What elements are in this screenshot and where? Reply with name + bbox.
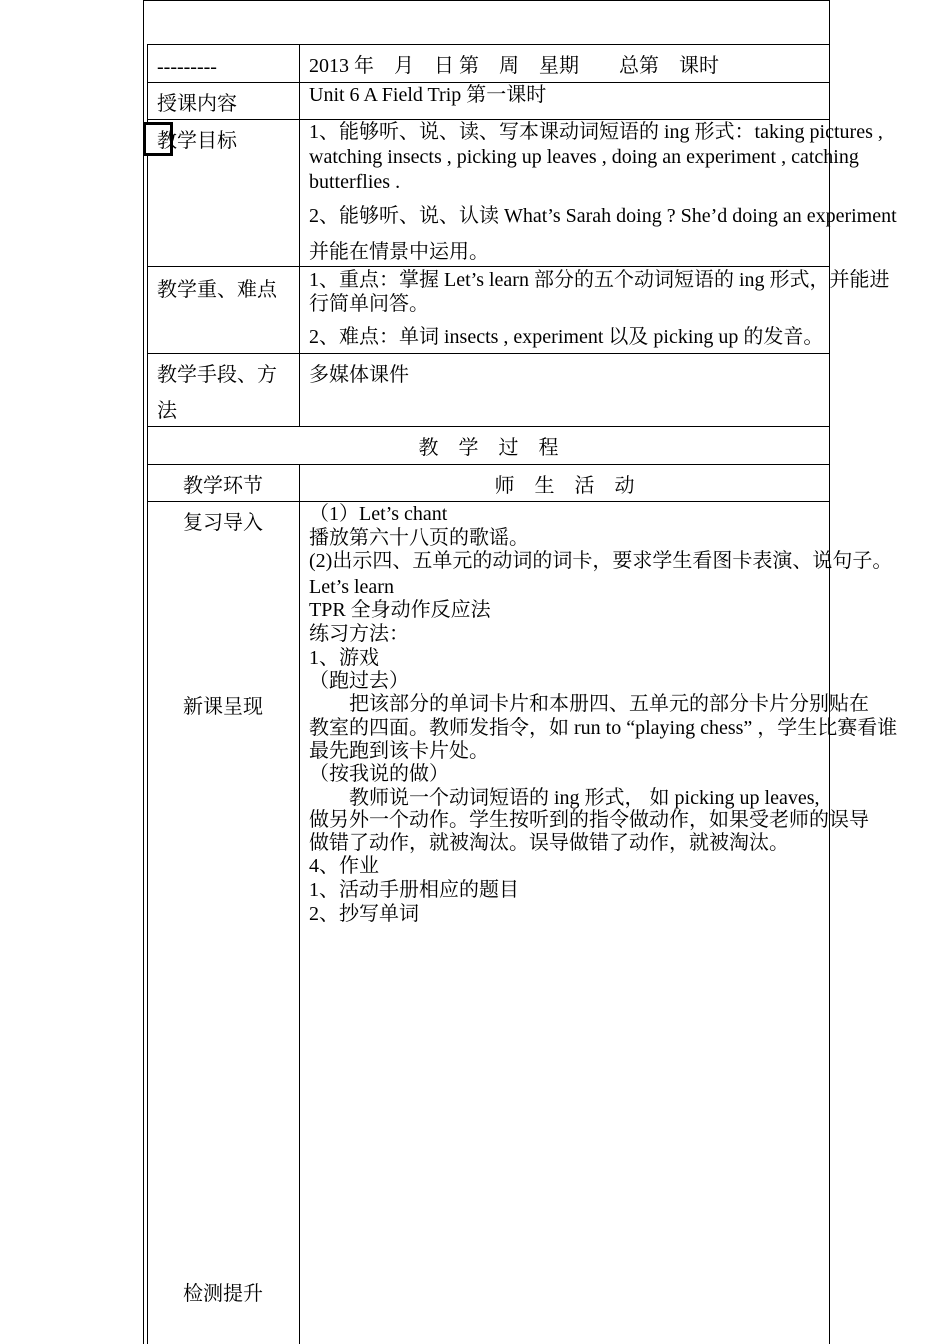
- activity-column-header: 师 生 活 动: [494, 475, 635, 497]
- activity-line: （按我说的做）: [309, 763, 449, 785]
- row-label-key-points: 教学重、难点: [157, 279, 277, 301]
- methods-text: 多媒体课件: [309, 364, 409, 386]
- row-divider: [147, 464, 830, 465]
- stage-column-header: 教学环节: [183, 475, 263, 497]
- goals-line: 并能在情景中运用。: [309, 241, 489, 263]
- row-divider: [147, 426, 830, 427]
- goals-line: 1、能够听、说、读、写本课动词短语的 ing 形式：taking pictures ,: [309, 121, 883, 143]
- activity-line: TPR 全身动作反应法: [309, 599, 491, 621]
- row-label-lesson-content: 授课内容: [157, 93, 237, 115]
- activity-line: 教室的四面。教师发指令，如 run to “playing chess” ，学生比赛看谁: [309, 717, 898, 739]
- activity-line: 最先跑到该卡片处。: [309, 740, 489, 762]
- column-divider: [299, 464, 300, 1344]
- column-divider: [299, 44, 300, 426]
- stage-review: 复习导入: [183, 512, 263, 534]
- activity-line: 1、游戏: [309, 647, 379, 669]
- activity-line: (2)出示四、五单元的动词的词卡，要求学生看图卡表演、说句子。: [309, 550, 893, 572]
- activity-line: 练习方法：: [309, 623, 409, 645]
- activity-line: 4、作业: [309, 855, 379, 877]
- goals-line: butterflies .: [309, 171, 401, 193]
- goals-line: watching insects , picking up leaves , doing an experiment , catching: [309, 146, 859, 168]
- row-label-teaching-goals: 教学目标: [157, 130, 237, 152]
- process-title: 教 学 过 程: [418, 437, 559, 459]
- key-points-line: 2、难点：单词 insects , experiment 以及 picking up 的发音。: [309, 326, 824, 348]
- activity-line: 把该部分的单词卡片和本册四、五单元的部分卡片分别贴在: [309, 693, 869, 715]
- table-inner-left-border: [147, 44, 148, 1344]
- row-divider: [147, 266, 830, 267]
- activity-line: （跑过去）: [309, 670, 409, 692]
- lesson-content-text: Unit 6 A Field Trip 第一课时: [309, 84, 547, 106]
- activity-line: （1）Let’s chant: [309, 503, 448, 525]
- activity-line: 1、活动手册相应的题目: [309, 879, 519, 901]
- activity-line: 播放第六十八页的歌谣。: [309, 527, 529, 549]
- date-week-lesson-line: 2013 年 月 日 第 周 星期 总第 课时: [309, 55, 719, 77]
- row-divider: [147, 501, 830, 502]
- activity-line: 做另外一个动作。学生按听到的指令做动作，如果受老师的误导: [309, 809, 869, 831]
- document-table: [143, 0, 830, 1344]
- row-divider: [147, 44, 830, 45]
- row-divider: [147, 353, 830, 354]
- row-label-methods-cont: 法: [157, 400, 177, 422]
- key-points-line: 行简单问答。: [309, 293, 429, 315]
- activity-line: Let’s learn: [309, 576, 394, 598]
- activity-line: 教师说一个动词短语的 ing 形式， 如 picking up leaves,: [309, 787, 820, 809]
- activity-line: 做错了动作，就被淘汰。误导做错了动作，就被淘汰。: [309, 832, 789, 854]
- row-label-methods: 教学手段、方: [157, 364, 277, 386]
- goals-line: 2、能够听、说、认读 What’s Sarah doing ? She’d doing an experiment: [309, 205, 897, 227]
- stage-assessment: 检测提升: [183, 1283, 263, 1305]
- header-left-cell: ---------: [157, 56, 217, 78]
- activity-line: 2、抄写单词: [309, 903, 419, 925]
- key-points-line: 1、重点：掌握 Let’s learn 部分的五个动词短语的 ing 形式，并能进: [309, 269, 890, 291]
- stage-new-lesson: 新课呈现: [183, 696, 263, 718]
